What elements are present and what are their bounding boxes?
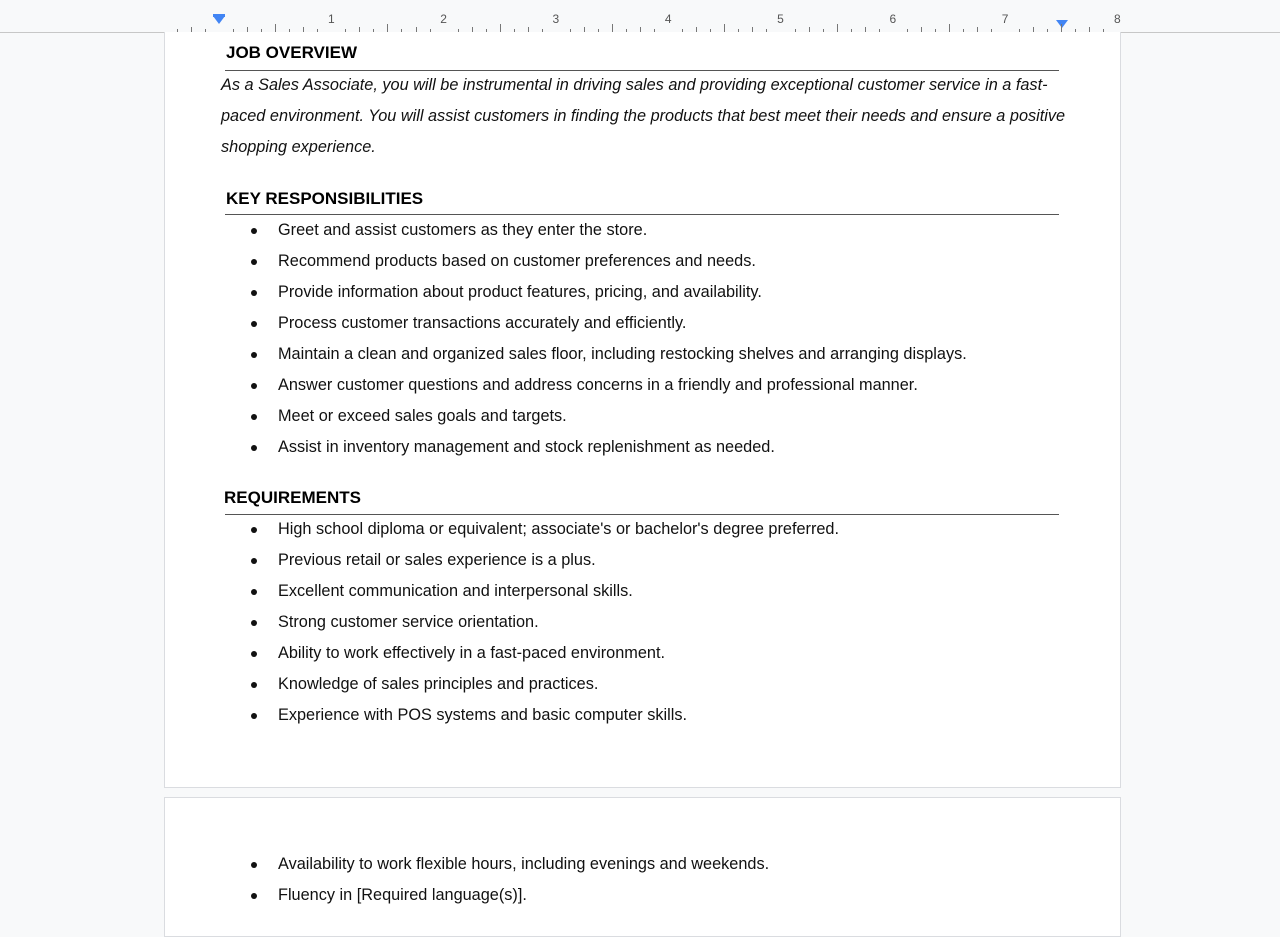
bullet-icon [251,383,257,389]
list-item [165,607,839,638]
ruler-tick [500,24,501,32]
bullet-icon [251,713,257,719]
ruler-number: 1 [327,12,335,26]
list-item-text: Strong customer service orientation. [278,613,539,631]
bullet-icon [251,321,257,327]
ruler-number: 5 [777,12,784,26]
list-item [165,308,967,339]
list-item-text: Availability to work flexible hours, including evenings and weekends. [278,855,770,873]
list-item [165,849,769,880]
list-item-text: Meet or exceed sales goals and targets. [278,407,567,425]
requirements-list [165,514,839,731]
horizontal-ruler[interactable] [0,0,1280,33]
list-item-text: Knowledge of sales principles and practices. [278,675,599,693]
list-item [165,700,839,731]
bullet-icon [251,352,257,358]
bullet-icon [251,558,257,564]
ruler-number: 2 [440,12,447,26]
ruler-tick [724,24,725,32]
list-item [165,339,967,370]
list-item-text: Assist in inventory management and stock replenishment as needed. [278,438,775,456]
list-item-text: Experience with POS systems and basic computer skills. [278,706,687,724]
ruler-number: 6 [889,12,897,26]
bullet-icon [251,445,257,451]
list-item-text: Maintain a clean and organized sales floor, including restocking shelves and arranging displays. [278,345,967,363]
bullet-icon [251,862,257,868]
list-item [165,401,967,432]
responsibilities-list [165,215,967,463]
job-overview-paragraph: As a Sales Associate, you will be instrumental in driving sales and providing exceptional customer service in a fast-paced environment. You will assist customers in finding the products that best meet their needs and ensure a positive shopping experience. [221,76,1066,156]
bullet-icon [251,682,257,688]
list-item [165,576,839,607]
list-item-text: Process customer transactions accurately and efficiently. [278,314,687,332]
ruler-tick [1061,24,1062,32]
bullet-icon [251,651,257,657]
ruler-tick [837,24,838,32]
list-item [165,432,967,463]
list-item-text: Greet and assist customers as they enter the store. [278,221,648,239]
list-item [165,370,967,401]
bullet-icon [251,893,257,899]
ruler-number: 8 [1114,12,1121,26]
list-item-text: Recommend products based on customer preferences and needs. [278,252,756,270]
list-item [165,514,839,545]
list-item-text: High school diploma or equivalent; associate's or bachelor's degree preferred. [278,520,839,538]
ruler-number: 3 [552,12,560,26]
list-item-text: Excellent communication and interpersonal skills. [278,582,633,600]
list-item [165,669,839,700]
document-page-1[interactable] [164,32,1121,788]
ruler-tick [387,24,388,32]
bullet-icon [251,589,257,595]
list-item [165,638,839,669]
ruler-tick [949,24,950,32]
ruler-number: 7 [1001,12,1009,26]
ruler-tick [275,24,276,32]
heading-job-overview: JOB OVERVIEW [226,43,357,62]
bullet-icon [251,620,257,626]
ruler-number: 4 [664,12,672,26]
bullet-icon [251,527,257,533]
list-item [165,277,967,308]
first-line-indent-marker[interactable] [213,14,225,17]
list-item-text: Answer customer questions and address concerns in a friendly and professional manner. [278,376,918,394]
bullet-icon [251,228,257,234]
list-item [165,215,967,246]
left-indent-marker[interactable] [213,16,225,24]
list-item-text: Previous retail or sales experience is a plus. [278,551,596,569]
list-item-text: Ability to work effectively in a fast-paced environment. [278,644,666,662]
bullet-icon [251,414,257,420]
heading-key-responsibilities: KEY RESPONSIBILITIES [226,189,424,208]
list-item [165,545,839,576]
list-item-text: Provide information about product features, pricing, and availability. [278,283,762,301]
list-item [165,880,769,911]
document-page-2[interactable] [164,797,1121,937]
bullet-icon [251,259,257,265]
ruler-tick [612,24,613,32]
list-item-text: Fluency in [Required language(s)]. [278,886,527,904]
bullet-icon [251,290,257,296]
list-item [165,246,967,277]
requirements-list-continued [165,849,769,911]
heading-requirements: REQUIREMENTS [224,488,361,507]
